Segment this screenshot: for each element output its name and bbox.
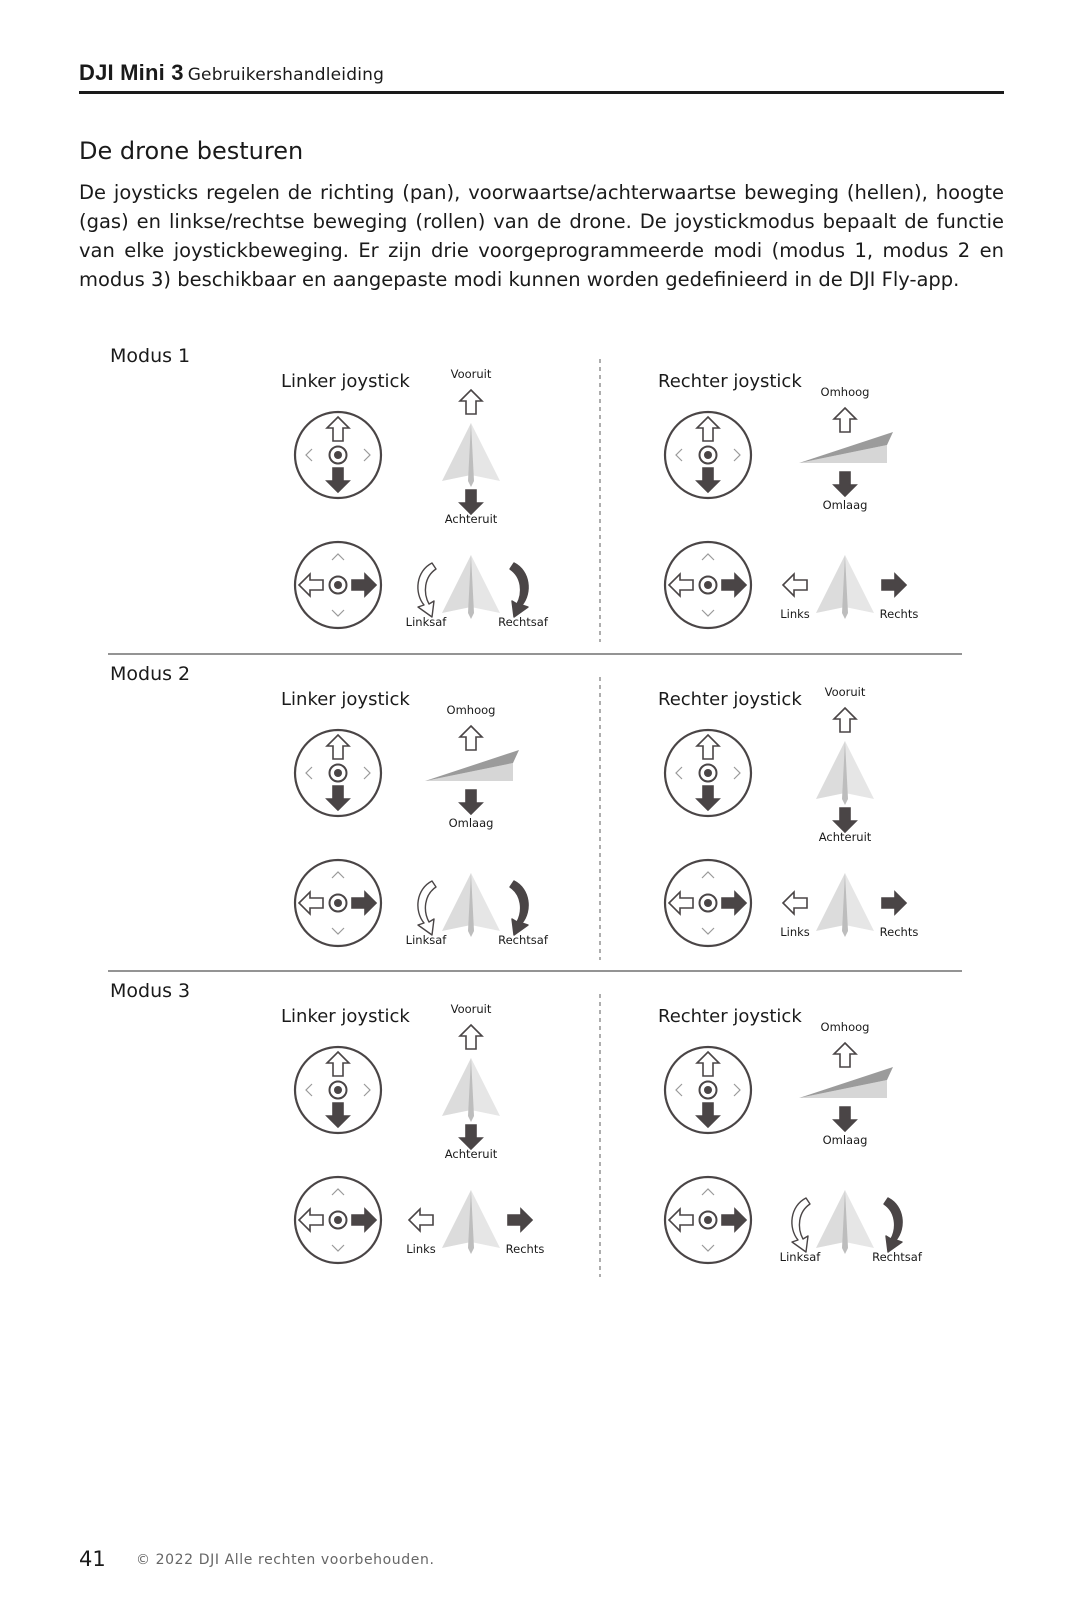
label-turn-left: Linksaf bbox=[405, 615, 447, 629]
left-stick-vertical bbox=[295, 412, 381, 498]
rotate-right-icon bbox=[884, 1198, 902, 1252]
section-paragraph: De joysticks regelen de richting (pan), voorwaartse/achterwaartse beweging (hellen), hoogte (gas) en linkse/rechtse beweging (rollen) van de drone. De joystickmodus bepaalt de functie van elke joystickbeweging. Er zijn drie voorgeprogrammeerde modi (modus 1, modus 2 en modus 3) beschikbaar en aangepaste modi kunnen worden gedefinieerd in de DJI Fly-app. bbox=[79, 181, 1004, 291]
left-joystick-title: Linker joystick bbox=[281, 1006, 410, 1027]
right-joystick-panel bbox=[658, 1006, 923, 1264]
right-stick-horizontal bbox=[665, 860, 751, 946]
left-stick-vertical bbox=[295, 1047, 381, 1133]
label-turn-right: Rechtsaf bbox=[498, 933, 548, 947]
arrow-up-icon bbox=[834, 1043, 856, 1067]
stick-center-dot bbox=[704, 451, 712, 459]
arrow-up-icon bbox=[460, 726, 482, 750]
label-right: Rechts bbox=[879, 607, 919, 621]
mode-section bbox=[108, 663, 962, 971]
label-backward: Achteruit bbox=[818, 830, 872, 844]
label-left: Links bbox=[780, 607, 810, 621]
arrow-down-icon bbox=[834, 472, 856, 496]
label-turn-right: Rechtsaf bbox=[872, 1250, 922, 1264]
arrow-forward-icon bbox=[460, 1025, 482, 1049]
right-stick-horizontal bbox=[665, 542, 751, 628]
stick-center-dot bbox=[334, 1216, 342, 1224]
stick-center-dot bbox=[334, 451, 342, 459]
aircraft-top-view-icon bbox=[816, 741, 874, 805]
mode-label: Modus 1 bbox=[110, 345, 191, 367]
aircraft-top-view-icon bbox=[442, 555, 500, 619]
arrow-left-icon bbox=[783, 574, 807, 596]
aircraft-top-view-icon bbox=[816, 555, 874, 619]
arrow-backward-icon bbox=[460, 1125, 482, 1149]
arrow-right-icon bbox=[508, 1209, 532, 1231]
aircraft-side-view-icon bbox=[799, 432, 893, 463]
copyright-notice: © 2022 DJI Alle rechten voorbehouden. bbox=[136, 1552, 435, 1568]
right-stick-vertical bbox=[665, 412, 751, 498]
label-turn-left: Linksaf bbox=[405, 933, 447, 947]
arrow-up-icon bbox=[834, 408, 856, 432]
stick-center-dot bbox=[334, 769, 342, 777]
label-forward: Vooruit bbox=[824, 685, 866, 699]
label-forward: Vooruit bbox=[450, 1002, 492, 1016]
right-joystick-title: Rechter joystick bbox=[658, 1006, 802, 1027]
right-stick-vertical bbox=[665, 730, 751, 816]
mode-section bbox=[108, 345, 962, 654]
label-backward: Achteruit bbox=[444, 1147, 498, 1161]
arrow-left-icon bbox=[783, 892, 807, 914]
label-right: Rechts bbox=[505, 1242, 545, 1256]
right-joystick-panel bbox=[658, 371, 918, 628]
rotate-left-icon bbox=[792, 1198, 810, 1252]
rotate-left-icon bbox=[418, 563, 436, 617]
label-up: Omhoog bbox=[820, 1020, 870, 1034]
right-joystick-title: Rechter joystick bbox=[658, 689, 802, 710]
label-down: Omlaag bbox=[822, 1133, 868, 1147]
stick-center-dot bbox=[704, 1216, 712, 1224]
aircraft-top-view-icon bbox=[816, 1190, 874, 1254]
aircraft-side-view-icon bbox=[425, 750, 519, 781]
left-stick-vertical bbox=[295, 730, 381, 816]
aircraft-top-view-icon bbox=[442, 423, 500, 487]
left-joystick-panel bbox=[281, 689, 549, 947]
arrow-forward-icon bbox=[834, 708, 856, 732]
left-joystick-title: Linker joystick bbox=[281, 371, 410, 392]
arrow-right-icon bbox=[882, 892, 906, 914]
arrow-backward-icon bbox=[460, 490, 482, 514]
right-stick-vertical bbox=[665, 1047, 751, 1133]
stick-center-dot bbox=[334, 581, 342, 589]
label-left: Links bbox=[406, 1242, 436, 1256]
left-stick-horizontal bbox=[295, 1177, 381, 1263]
right-joystick-title: Rechter joystick bbox=[658, 371, 802, 392]
stick-center-dot bbox=[704, 769, 712, 777]
right-stick-horizontal bbox=[665, 1177, 751, 1263]
stick-center-dot bbox=[704, 1086, 712, 1094]
arrow-left-icon bbox=[409, 1209, 433, 1231]
stick-center-dot bbox=[704, 581, 712, 589]
section-title: De drone besturen bbox=[79, 137, 304, 165]
label-up: Omhoog bbox=[820, 385, 870, 399]
brand-name: DJI Mini 3 bbox=[79, 60, 184, 85]
left-joystick-panel bbox=[281, 1002, 544, 1263]
aircraft-side-view-icon bbox=[799, 1067, 893, 1098]
arrow-down-icon bbox=[460, 790, 482, 814]
mode-section bbox=[110, 980, 923, 1277]
left-joystick-title: Linker joystick bbox=[281, 689, 410, 710]
left-stick-horizontal bbox=[295, 542, 381, 628]
mode-label: Modus 3 bbox=[110, 980, 191, 1002]
aircraft-top-view-icon bbox=[442, 873, 500, 937]
manual-subtitle: Gebruikershandleiding bbox=[187, 65, 385, 85]
label-right: Rechts bbox=[879, 925, 919, 939]
stick-center-dot bbox=[334, 899, 342, 907]
mode-label: Modus 2 bbox=[110, 663, 191, 685]
arrow-right-icon bbox=[882, 574, 906, 596]
left-stick-horizontal bbox=[295, 860, 381, 946]
stick-center-dot bbox=[704, 899, 712, 907]
arrow-backward-icon bbox=[834, 808, 856, 832]
page-number: 41 bbox=[79, 1547, 106, 1571]
rotate-right-icon bbox=[510, 563, 528, 617]
aircraft-top-view-icon bbox=[442, 1058, 500, 1122]
aircraft-top-view-icon bbox=[816, 873, 874, 937]
rotate-left-icon bbox=[418, 881, 436, 935]
label-down: Omlaag bbox=[448, 816, 494, 830]
left-joystick-panel bbox=[281, 367, 549, 629]
rotate-right-icon bbox=[510, 881, 528, 935]
label-up: Omhoog bbox=[446, 703, 496, 717]
arrow-forward-icon bbox=[460, 390, 482, 414]
label-down: Omlaag bbox=[822, 498, 868, 512]
label-backward: Achteruit bbox=[444, 512, 498, 526]
label-turn-left: Linksaf bbox=[779, 1250, 821, 1264]
stick-center-dot bbox=[334, 1086, 342, 1094]
arrow-down-icon bbox=[834, 1107, 856, 1131]
label-turn-right: Rechtsaf bbox=[498, 615, 548, 629]
label-left: Links bbox=[780, 925, 810, 939]
label-forward: Vooruit bbox=[450, 367, 492, 381]
aircraft-top-view-icon bbox=[442, 1190, 500, 1254]
right-joystick-panel bbox=[658, 685, 918, 946]
